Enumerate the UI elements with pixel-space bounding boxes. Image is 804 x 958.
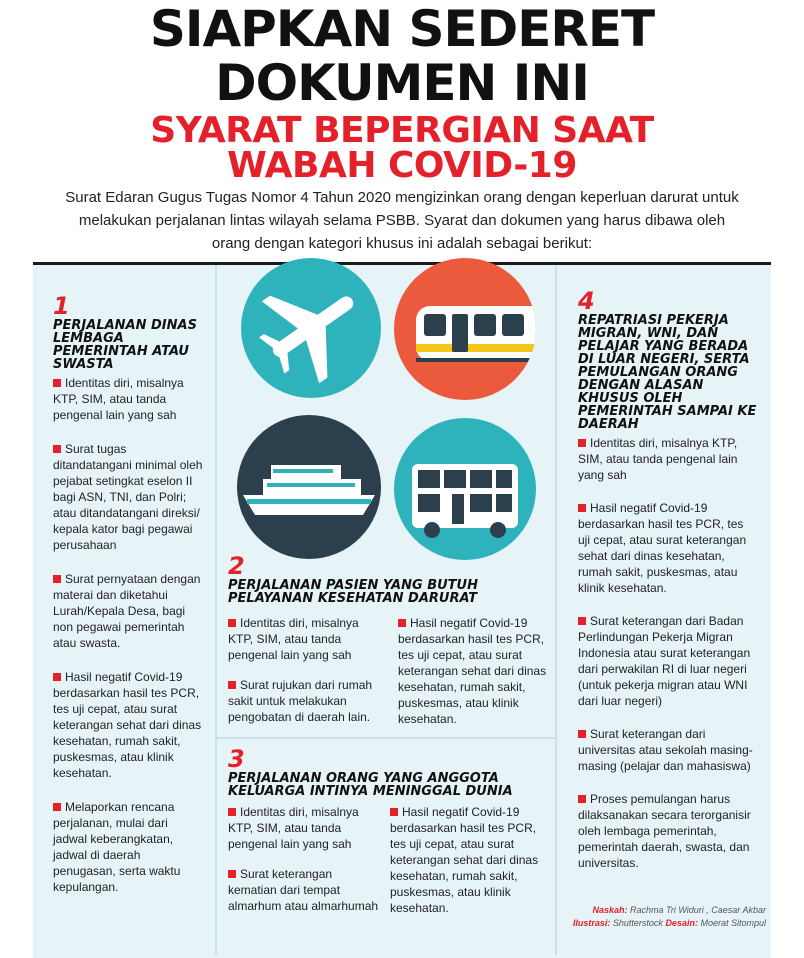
list-item-text: Identitas diri, misalnya KTP, SIM, atau tanda pengenal lain yang sah [228,616,359,662]
bullet-square-icon [228,681,236,689]
title-line-2: DOKUMEN INI [215,54,589,112]
section-2-title: PERJALANAN PASIEN YANG BUTUH PELAYANAN KESEHATAN DARURAT [228,578,478,606]
section-1-title: PERJALANAN DINAS LEMBAGA PEMERINTAH ATAU SWASTA [53,318,197,372]
bullet-square-icon [53,803,61,811]
section-3-list-right [390,804,548,930]
list-item-text: Hasil negatif Covid-19 berdasarkan hasil tes PCR, tes uji cepat, atau surat keterangan sehat dari dinas kesehatan, rumah sakit, puskesmas, atau klinik kesehatan. [53,670,202,780]
section-3-number: 3 [228,745,245,773]
list-item-text: Proses pemulangan harus dilaksanakan secara terorganisir oleh lembaga pemerintah, pemerintah daerah, swasta, dan universitas. [578,792,751,870]
bullet-square-icon [578,730,586,738]
bullet-square-icon [390,808,398,816]
list-item [228,866,380,914]
list-item-text: Surat rujukan dari rumah sakit untuk melakukan pengobatan di daerah lain. [228,678,373,724]
credits [573,904,766,930]
divider-left [215,265,217,955]
list-item-text: Hasil negatif Covid-19 berdasarkan hasil tes PCR, tes uji cepat, atau surat keterangan sehat dari dinas kesehatan, rumah sakit, puskesmas, atau klinik kesehatan. [578,501,747,595]
list-item [53,669,203,781]
section-2-number: 2 [228,552,245,580]
credit-desain: Moerat Sitompul [700,918,766,928]
list-item [578,500,758,596]
section-4-number: 4 [578,287,595,315]
section-1 [53,292,203,913]
list-item [228,677,380,725]
list-item [578,726,758,774]
section-4 [578,287,758,888]
bullet-square-icon [578,504,586,512]
list-item-text: Hasil negatif Covid-19 berdasarkan hasil tes PCR, tes uji cepat, atau surat keterangan sehat dari dinas kesehatan, rumah sakit, puskesmas, atau klinik kesehatan. [398,616,547,726]
list-item-text: Identitas diri, misalnya KTP, SIM, atau tanda pengenal lain yang sah [53,376,184,422]
list-item-text: Surat keterangan dari universitas atau sekolah masing-masing (pelajar dan mahasiswa) [578,727,753,773]
section-4-list [578,435,758,871]
header [0,0,804,262]
list-item [228,804,380,852]
bullet-square-icon [53,379,61,387]
list-item [578,791,758,871]
credit-desain-label: Desain: [665,918,698,928]
bullet-square-icon [578,439,586,447]
bus-icon [394,418,536,560]
divider-right [555,265,557,955]
section-4-title: REPATRIASI PEKERJA MIGRAN, WNI, DAN PELAJAR YANG BERADA DI LUAR NEGERI, SERTA PEMULANGAN ORANG DENGAN ALASAN KHUSUS OLEH PEMERINTAH SAMPAI KE DAERAH [578,313,757,432]
list-item-text: Hasil negatif Covid-19 berdasarkan hasil tes PCR, tes uji cepat, atau surat keterangan sehat dari dinas kesehatan, rumah sakit, puskesmas, atau klinik kesehatan. [390,805,539,915]
section-1-list [53,375,203,895]
list-item [578,435,758,483]
bullet-square-icon [578,617,586,625]
section-1-number: 1 [53,292,70,320]
title-line-1: SIAPKAN SEDERET [149,0,655,58]
bullet-square-icon [53,575,61,583]
list-item-text: Surat tugas ditandatangani minimal oleh pejabat setingkat eselon II bagi ASN, TNI, dan Polri; atau ditandatangani direksi/ kepala kator bagi pegawai perusahaan [53,442,203,552]
list-item-text: Surat pernyataan dengan materai dan diketahui Lurah/Kepala Desa, bagi non pegawai pemerintah atau swasta. [53,572,201,650]
bullet-square-icon [398,619,406,627]
bullet-square-icon [578,795,586,803]
list-item [53,441,203,553]
list-item-text: Identitas diri, misalnya KTP, SIM, atau tanda pengenal lain yang sah [578,436,738,482]
list-item-text: Surat keterangan kematian dari tempat almarhum atau almarhumah [228,867,379,913]
bullet-square-icon [53,673,61,681]
section-3-list-left [228,804,380,928]
subtitle-line-2: WABAH COVID-19 [227,145,577,186]
section-3-title: PERJALANAN ORANG YANG ANGGOTA KELUARGA INTINYA MENINGGAL DUNIA [228,771,513,799]
train-icon [394,258,536,400]
list-item [228,615,380,663]
list-item [578,613,758,709]
bullet-square-icon [228,870,236,878]
section-2-list-left [228,615,380,739]
list-item-text: Melaporkan rencana perjalanan, mulai dari jadwal keberangkatan, jadwal di daerah penugasan, serta waktu kepulangan. [53,800,181,894]
section-2 [228,552,548,606]
list-item-text: Identitas diri, misalnya KTP, SIM, atau tanda pengenal lain yang sah [228,805,359,851]
list-item-text: Surat keterangan dari Badan Perlindungan Pekerja Migran Indonesia atau surat keterangan dari perwakilan RI di luar negeri (untuk pekerja migran atau WNI dari luar negeri) [578,614,751,708]
section-3 [228,745,548,799]
credit-ilustrasi-label: Ilustrasi: [572,918,611,928]
subtitle-line-1: SYARAT BEPERGIAN SAAT [150,110,654,151]
list-item [398,615,548,727]
airplane-icon [241,258,381,398]
section-2-list-right [398,615,548,741]
list-item [53,375,203,423]
intro-text: Surat Edaran Gugus Tugas Nomor 4 Tahun 2020 mengizinkan orang dengan keperluan darurat untuk melakukan perjalanan lintas wilayah selama PSBB. Syarat dan dokumen yang harus dibawa oleh orang dengan kategori khusus ini adalah sebagai berikut: [65,189,739,252]
bullet-square-icon [228,619,236,627]
ship-icon [237,415,381,559]
list-item [53,799,203,895]
credit-naskah: Rachma Tri Widuri , Caesar Akbar [630,905,766,915]
credit-naskah-label: Naskah: [592,905,628,915]
credit-ilustrasi: Shutterstock [612,918,663,928]
bullet-square-icon [228,808,236,816]
bullet-square-icon [53,445,61,453]
list-item [390,804,548,916]
list-item [53,571,203,651]
